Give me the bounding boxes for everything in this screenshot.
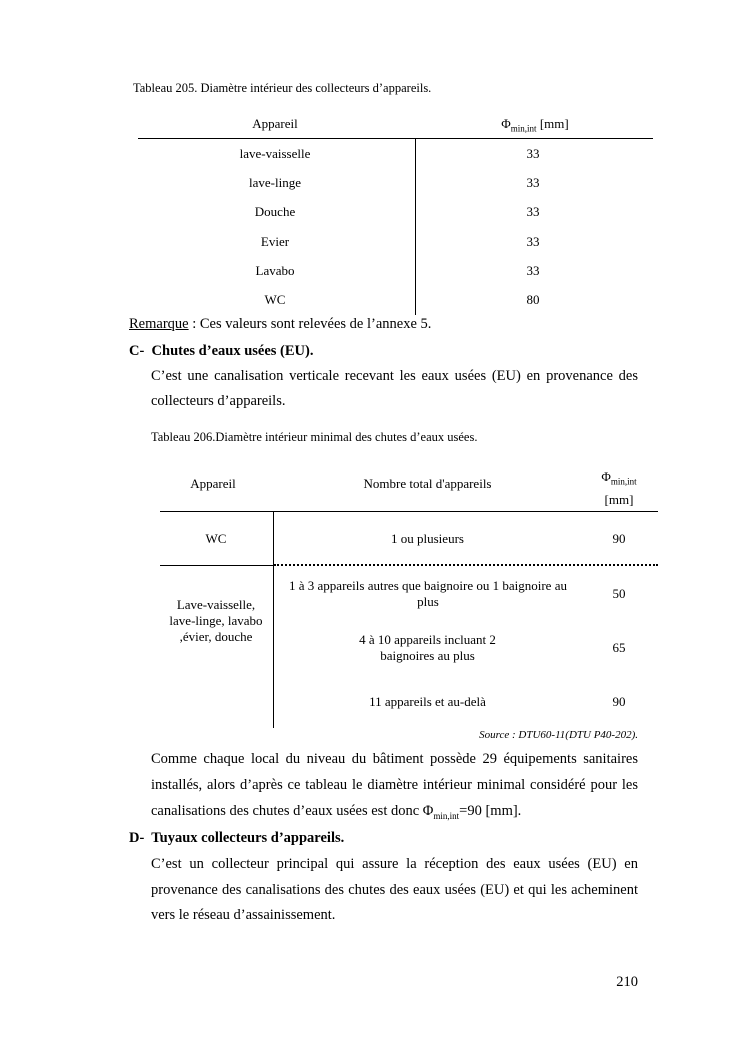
table205-value: 33 bbox=[526, 263, 540, 278]
table206-group-value: 90 bbox=[612, 694, 626, 709]
phi-symbol: Φ bbox=[601, 469, 611, 484]
phi-subscript: min,int bbox=[433, 810, 460, 821]
remarque-note bbox=[129, 311, 431, 337]
table206-group-value: 65 bbox=[612, 640, 626, 655]
table206-wc-nombre: 1 ou plusieurs bbox=[391, 531, 464, 546]
table206-header-rule bbox=[160, 511, 658, 512]
table206-nombre: 11 appareils et au-delà bbox=[369, 694, 486, 709]
phi-unit: [mm] bbox=[604, 491, 634, 507]
table206-nombre: 4 à 10 appareils incluant 2 baignoires au plus bbox=[359, 632, 496, 663]
table206-wc-label: WC bbox=[205, 531, 227, 546]
table205-caption: Tableau 205. Diamètre intérieur des collecteurs d’appareils. bbox=[133, 81, 432, 95]
table206-column-rule bbox=[273, 512, 274, 728]
table206-group-row bbox=[335, 632, 520, 664]
table205-row bbox=[180, 204, 370, 220]
table206-nombre: 1 à 3 appareils autres que baignoire ou 1 baignoire au plus bbox=[289, 578, 567, 609]
section-c-paragraph-line: collecteurs d’appareils. bbox=[151, 393, 286, 409]
table205-header-appareil: Appareil bbox=[252, 116, 298, 131]
table205-column-rule bbox=[415, 139, 416, 315]
table206-wc-rule-left bbox=[160, 565, 273, 566]
appareil-name: lave-vaisselle bbox=[239, 146, 311, 161]
appareil-name: Douche bbox=[254, 204, 296, 219]
conclusion-line: installés, alors d’après ce tableau le diamètre intérieur minimal considéré pour les bbox=[151, 777, 638, 793]
appareil-name: Lavabo bbox=[255, 263, 295, 278]
appareil-name: Evier bbox=[260, 234, 290, 249]
table206-header-phi bbox=[583, 468, 655, 508]
conclusion-value: =90 [mm]. bbox=[459, 803, 522, 819]
section-d-paragraph-line: provenance des canalisations des chutes des eaux usées (EU) et qui les acheminent bbox=[151, 882, 638, 898]
remarque-label: Remarque bbox=[129, 316, 189, 332]
section-c-paragraph-line: C’est une canalisation verticale recevant les eaux usées (EU) en provenance des bbox=[151, 368, 638, 384]
table205-value: 33 bbox=[526, 175, 540, 190]
table205-header-phi bbox=[460, 116, 610, 134]
table205-value: 80 bbox=[526, 292, 540, 307]
table206-group-label: Lave-vaisselle, lave-linge, lavabo ,évier, douche bbox=[169, 597, 263, 644]
table206-group-row bbox=[285, 694, 570, 710]
table205-row bbox=[180, 263, 370, 279]
section-d-paragraph-line: C’est un collecteur principal qui assure la réception des eaux usées (EU) en bbox=[151, 856, 638, 872]
table206-wc-rule-right bbox=[274, 564, 658, 566]
table205-value: 33 bbox=[526, 234, 540, 249]
section-c-heading: C- Chutes d’eaux usées (EU). bbox=[129, 343, 314, 359]
table205-row bbox=[180, 175, 370, 191]
table205-value: 33 bbox=[526, 204, 540, 219]
table205-value: 33 bbox=[526, 146, 540, 161]
table205-row bbox=[180, 146, 370, 162]
page-number: 210 bbox=[616, 974, 638, 990]
table206-header-nombre: Nombre total d'appareils bbox=[363, 476, 492, 491]
section-d-heading: D- Tuyaux collecteurs d’appareils. bbox=[129, 830, 345, 846]
table206-group-value: 50 bbox=[612, 586, 626, 601]
conclusion-line: Comme chaque local du niveau du bâtiment possède 29 équipements sanitaires bbox=[151, 751, 638, 767]
remarque-text: : Ces valeurs sont relevées de l’annexe 5. bbox=[188, 316, 432, 332]
table206-source: Source : DTU60-11(DTU P40-202). bbox=[479, 729, 638, 741]
conclusion-text: canalisations des chutes d’eaux usées est donc Φ bbox=[151, 803, 434, 819]
phi-subscript: min,int bbox=[610, 476, 637, 487]
table206-caption: Tableau 206.Diamètre intérieur minimal des chutes d’eaux usées. bbox=[151, 430, 478, 444]
table206-wc-value: 90 bbox=[612, 531, 626, 546]
table206-group-row bbox=[283, 578, 573, 610]
appareil-name: lave-linge bbox=[249, 175, 301, 190]
phi-unit: [mm] bbox=[536, 116, 569, 131]
appareil-name: WC bbox=[264, 292, 286, 307]
table206-header-appareil: Appareil bbox=[190, 476, 236, 491]
phi-symbol: Φ bbox=[501, 116, 511, 131]
table205-row bbox=[180, 234, 370, 250]
section-d-paragraph-line: vers le réseau d’assainissement. bbox=[151, 907, 336, 923]
phi-subscript: min,int bbox=[510, 123, 537, 134]
table205-row bbox=[180, 292, 370, 308]
table205-header-rule bbox=[138, 138, 653, 139]
